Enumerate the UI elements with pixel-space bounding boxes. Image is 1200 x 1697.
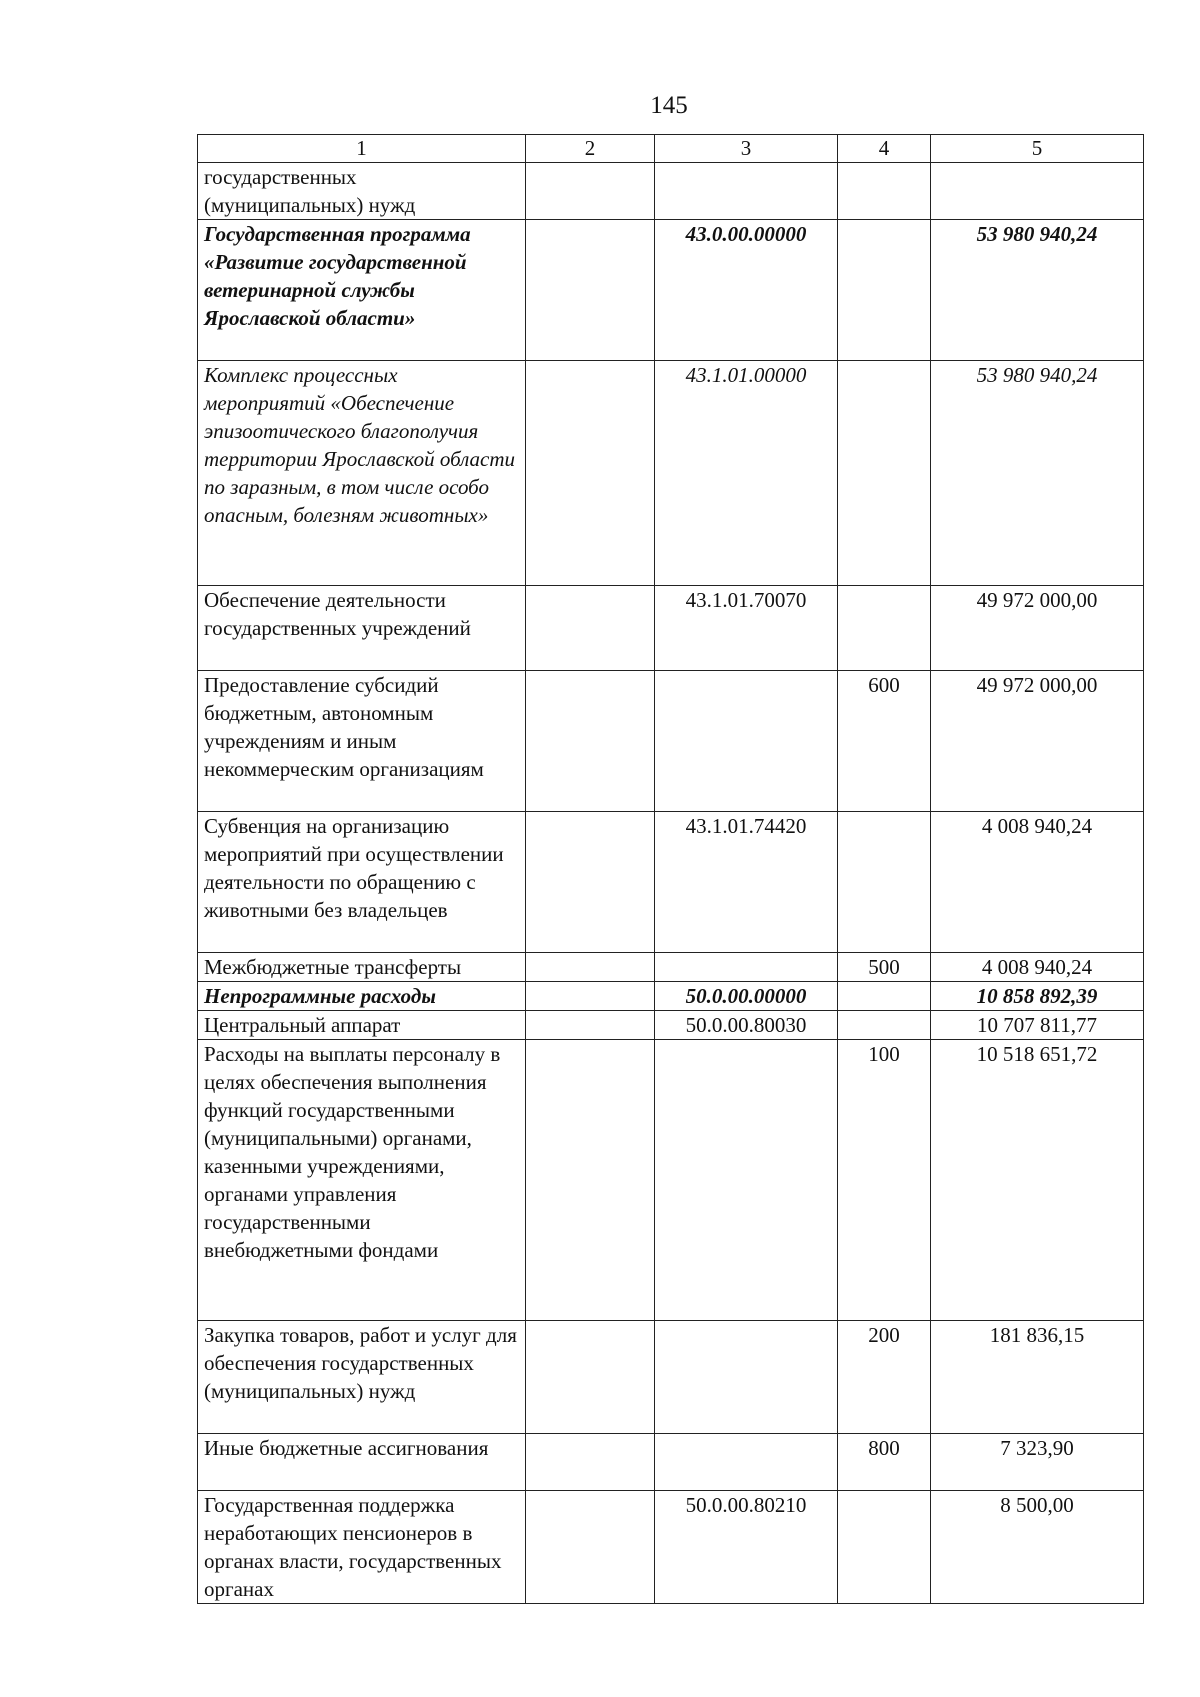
cell-amount: 53 980 940,24 [931,361,1144,586]
header-col-1: 1 [198,135,526,163]
cell-expense-type [838,1491,931,1604]
table-row [198,1011,1144,1040]
cell-amount: 4 008 940,24 [931,953,1144,982]
cell-amount: 53 980 940,24 [931,220,1144,361]
cell-description: Государственная поддержка неработающих пенсионеров в органах власти, государственных органах [198,1491,526,1604]
cell-target-code [655,1321,838,1434]
cell-target-code [655,953,838,982]
cell-amount [931,163,1144,220]
cell-amount: 49 972 000,00 [931,671,1144,812]
table-row [198,1491,1144,1604]
cell-col2 [526,361,655,586]
cell-col2 [526,1040,655,1321]
cell-description: Государственная программа «Развитие государственной ветеринарной службы Ярославской области» [198,220,526,361]
table-row [198,163,1144,220]
cell-description: Субвенция на организацию мероприятий при осуществлении деятельности по обращению с животными без владельцев [198,812,526,953]
table-body [198,163,1144,1604]
table-row [198,671,1144,812]
cell-expense-type [838,1011,931,1040]
cell-col2 [526,1011,655,1040]
cell-amount: 4 008 940,24 [931,812,1144,953]
cell-expense-type: 800 [838,1434,931,1491]
cell-description: Закупка товаров, работ и услуг для обеспечения государственных (муниципальных) нужд [198,1321,526,1434]
header-col-2: 2 [526,135,655,163]
cell-expense-type [838,812,931,953]
cell-description: Центральный аппарат [198,1011,526,1040]
table-row [198,982,1144,1011]
cell-col2 [526,1321,655,1434]
table-row [198,812,1144,953]
cell-expense-type [838,220,931,361]
cell-amount: 10 518 651,72 [931,1040,1144,1321]
table-row [198,220,1144,361]
cell-amount: 10 707 811,77 [931,1011,1144,1040]
cell-target-code: 50.0.00.80030 [655,1011,838,1040]
table-row [198,1321,1144,1434]
header-col-3: 3 [655,135,838,163]
cell-col2 [526,1491,655,1604]
cell-col2 [526,586,655,671]
cell-amount: 8 500,00 [931,1491,1144,1604]
cell-description: Комплекс процессных мероприятий «Обеспечение эпизоотического благополучия территории Ярославской области по заразным, в том числе особо опасным, болезням животных» [198,361,526,586]
cell-amount: 181 836,15 [931,1321,1144,1434]
cell-col2 [526,220,655,361]
cell-expense-type: 100 [838,1040,931,1321]
cell-col2 [526,1434,655,1491]
table-header [198,135,1144,163]
cell-col2 [526,671,655,812]
cell-col2 [526,812,655,953]
cell-expense-type [838,163,931,220]
cell-amount: 49 972 000,00 [931,586,1144,671]
table-row [198,1040,1144,1321]
cell-description: Межбюджетные трансферты [198,953,526,982]
cell-expense-type [838,361,931,586]
cell-expense-type: 500 [838,953,931,982]
table-row [198,586,1144,671]
table-row [198,953,1144,982]
cell-target-code: 43.0.00.00000 [655,220,838,361]
cell-description: Непрограммные расходы [198,982,526,1011]
cell-expense-type [838,982,931,1011]
cell-col2 [526,953,655,982]
cell-amount: 7 323,90 [931,1434,1144,1491]
cell-target-code: 50.0.00.00000 [655,982,838,1011]
cell-target-code [655,1040,838,1321]
cell-target-code [655,163,838,220]
header-col-5: 5 [931,135,1144,163]
cell-description: Иные бюджетные ассигнования [198,1434,526,1491]
cell-target-code [655,1434,838,1491]
cell-expense-type [838,586,931,671]
cell-target-code: 43.1.01.74420 [655,812,838,953]
header-row [198,135,1144,163]
cell-description: Расходы на выплаты персоналу в целях обеспечения выполнения функций государственными (муниципальными) органами, казенными учреждениями, органами управления государственными внебюджетными фондами [198,1040,526,1321]
cell-description: Предоставление субсидий бюджетным, автономным учреждениям и иным некоммерческим организациям [198,671,526,812]
cell-expense-type: 600 [838,671,931,812]
cell-description: Обеспечение деятельности государственных учреждений [198,586,526,671]
budget-table [197,134,1144,1604]
cell-amount: 10 858 892,39 [931,982,1144,1011]
header-col-4: 4 [838,135,931,163]
cell-target-code: 43.1.01.00000 [655,361,838,586]
table-row [198,361,1144,586]
cell-expense-type: 200 [838,1321,931,1434]
cell-col2 [526,163,655,220]
cell-target-code [655,671,838,812]
cell-description: государственных (муниципальных) нужд [198,163,526,220]
table-row [198,1434,1144,1491]
cell-col2 [526,982,655,1011]
page-number: 145 [650,92,688,119]
cell-target-code: 50.0.00.80210 [655,1491,838,1604]
cell-target-code: 43.1.01.70070 [655,586,838,671]
